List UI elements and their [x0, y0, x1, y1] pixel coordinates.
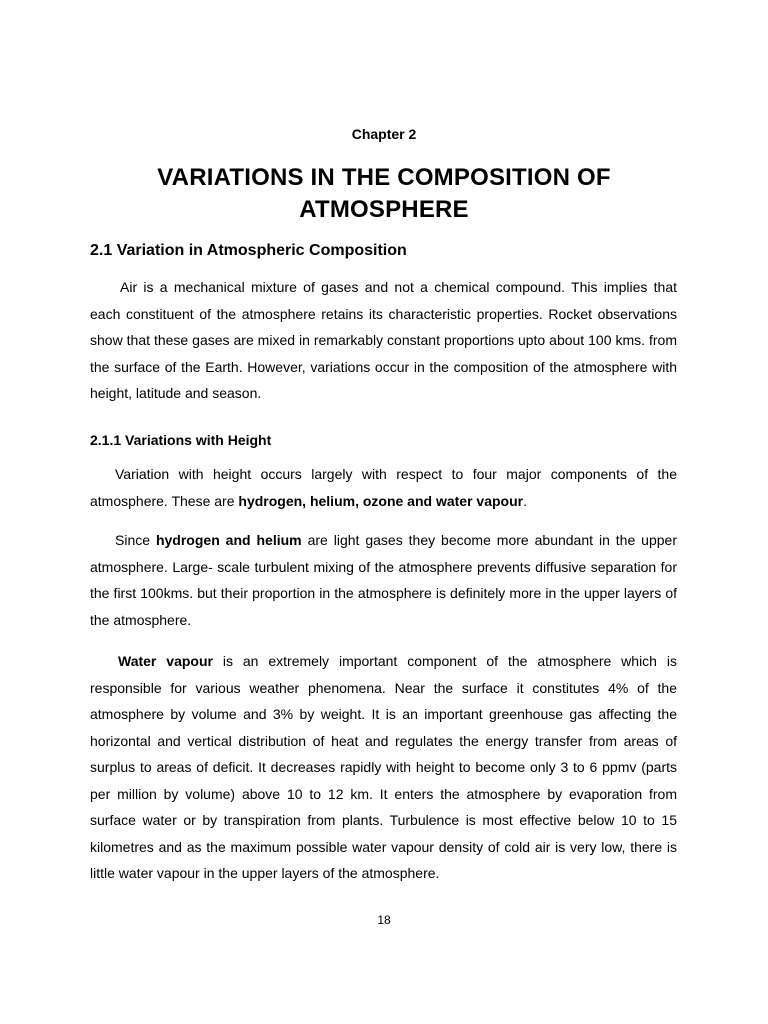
paragraph-text: Variation with height occurs largely with respect to four major components of the atmosphere. These are: [90, 466, 677, 509]
paragraph-bold-text: hydrogen, helium, ozone and water vapour: [238, 492, 524, 509]
chapter-title: VARIATIONS IN THE COMPOSITION OF ATMOSPHERE: [157, 164, 611, 223]
section-heading: 2.1 Variation in Atmospheric Composition: [90, 242, 407, 259]
paragraph-text: are light gases they become more abundant in the upper atmosphere. Large- scale turbulent mixing of the atmosphere prevents diffusive separation for the first 100kms. but their proportion in the atmosphere is definitely more in the upper layers of the atmosphere.: [90, 532, 677, 628]
paragraph-bold-text: hydrogen and helium: [155, 532, 302, 548]
chapter-label: Chapter 2: [351, 126, 417, 142]
paragraph-bold-text: Water vapour: [118, 653, 213, 669]
paragraph-water-vapour: [90, 648, 677, 887]
section-paragraph: Air is a mechanical mixture of gases and not a chemical compound. This implies that each constituent of the atmosphere retains its characteristic properties. Rocket observations show that these gases are mixed in remarkably constant proportions upto about 100 kms. from the surface of the Earth. However, variations occur in the composition of the atmosphere with height, latitude and season.: [90, 279, 677, 401]
paragraph-text: .: [523, 492, 527, 509]
paragraph-text: is an extremely important component of the atmosphere which is responsible for various weather phenomena. Near the surface it constitutes 4% of the atmosphere by volume and 3% by weight. It is an important greenhouse gas affecting the horizontal and vertical distribution of heat and regulates the energy transfer from areas of surplus to areas of deficit. It decreases rapidly with height to become only 3 to 6 ppmv (parts per million by volume) above 10 to 12 km. It enters the atmosphere by evaporation from surface water or by transpiration from plants. Turbulence is most effective below 10 to 15 kilometres and as the maximum possible water vapour density of cold air is very low, there is little water vapour in the upper layers of the atmosphere.: [90, 653, 677, 881]
paragraph-major-components: [90, 461, 677, 514]
paragraph-hydrogen-helium: [90, 527, 677, 633]
subsection-heading: 2.1.1 Variations with Height: [90, 432, 272, 448]
paragraph-text: Since: [115, 532, 156, 548]
page-number: 18: [377, 913, 391, 927]
